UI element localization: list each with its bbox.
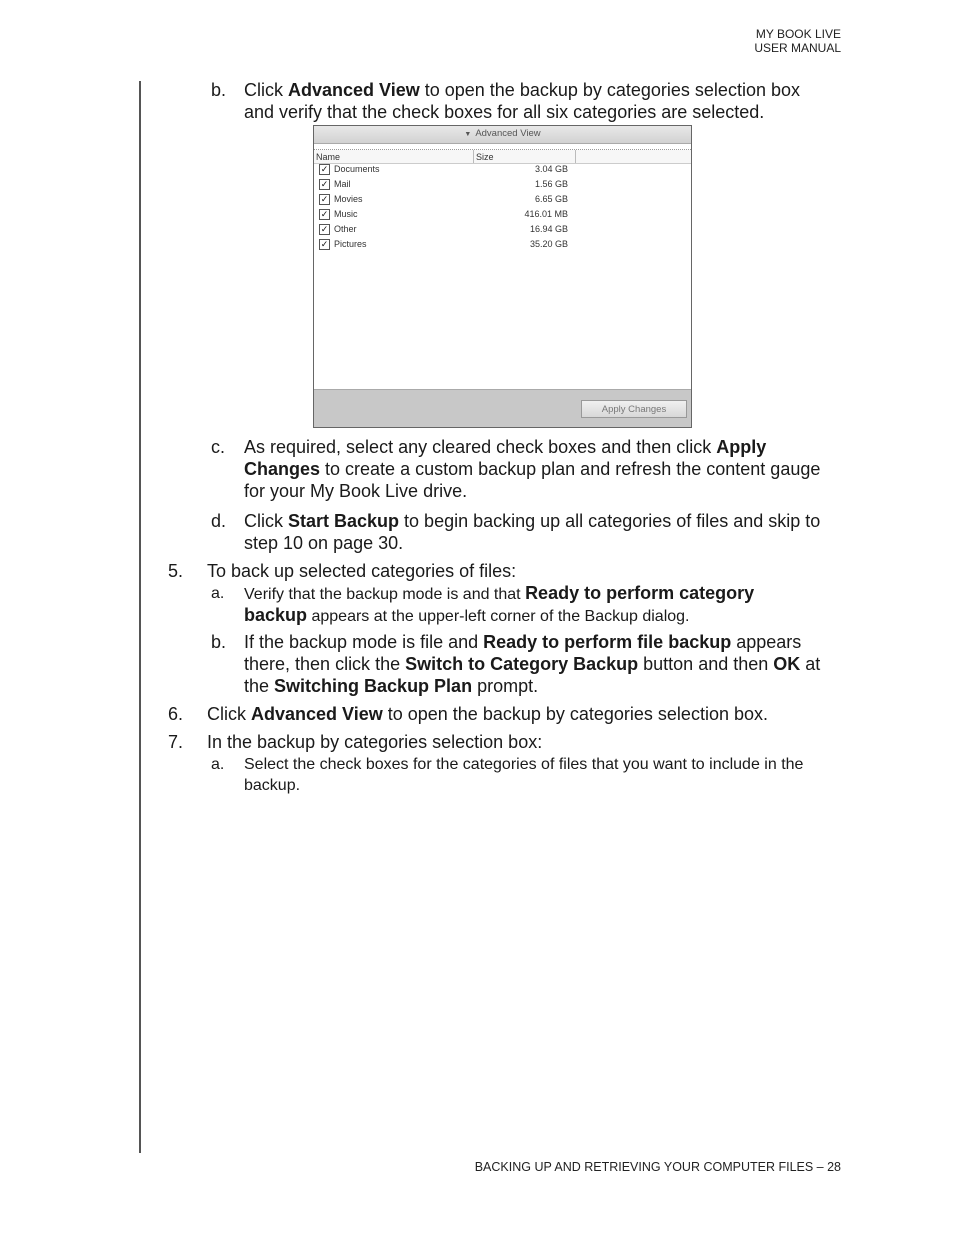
bold-term: Apply [716,437,767,457]
text-run: to begin backing up all categories of files and skip to [399,511,821,531]
column-separator [473,150,474,163]
row-name: Mail [334,179,351,189]
text-run: the [244,676,275,696]
row-size: 35.20 GB [529,239,568,249]
text-run: If the backup mode is file and [244,632,484,652]
bold-term: Changes [244,459,321,479]
checkbox-mail[interactable]: ✓ [320,179,329,189]
advanced-view-dialog [313,125,692,428]
text-run: To back up selected categories of files: [207,561,517,581]
bold-term: Ready to perform file backup [483,632,732,652]
dialog-title: Advanced View [475,128,541,139]
column-header-row [314,150,691,164]
checkbox-documents[interactable]: ✓ [320,164,329,174]
text-run: for your My Book Live drive. [244,481,468,501]
list-item [314,193,691,208]
list-item [314,238,691,253]
bold-term: Advanced View [251,704,383,724]
text-run: to open the backup by categories selection box [419,80,800,100]
text-run: prompt. [472,676,539,696]
text-run: to open the backup by categories selection box. [382,704,768,724]
text-run: button and then [638,654,774,674]
margin-rule [139,81,141,1153]
checkbox-other[interactable]: ✓ [320,224,329,234]
row-size: 16.94 GB [529,224,568,234]
step-marker: a. [211,585,225,602]
header-line-2: USER MANUAL [754,40,841,55]
row-name: Music [334,209,358,219]
dialog-button-bar [314,389,691,427]
row-name: Movies [334,194,363,204]
step-marker: 6. [168,704,184,724]
text-run: Click [244,511,288,531]
header-line-1: MY BOOK LIVE [755,27,841,41]
text-run: Verify that the backup mode is and that [244,586,526,603]
text-run: and verify that the check boxes for all six categories are selected. [244,102,765,122]
step-marker: c. [211,437,226,457]
list-item [314,178,691,193]
text-run: there, then click the [244,654,406,674]
running-header [754,28,841,55]
row-size: 3.04 GB [534,164,568,174]
text-run: appears at the upper-left corner of the Backup dialog. [307,608,690,625]
text-run: Click [244,80,288,100]
step-marker: a. [211,756,225,773]
text-run: at [800,654,821,674]
text-run: Select the check boxes for the categories of files that you want to include in the [244,756,804,773]
text-run: backup. [244,777,301,794]
step-marker: b. [211,80,227,100]
bold-term: Start Backup [288,511,400,531]
dialog-titlebar[interactable] [314,126,691,144]
step-marker: 7. [168,732,184,752]
checkbox-pictures[interactable]: ✓ [320,239,329,249]
checkbox-movies[interactable]: ✓ [320,194,329,204]
bold-term: backup [244,605,308,625]
bold-term: Ready to perform category [525,583,755,603]
step-marker: d. [211,511,227,531]
bold-term: OK [773,654,801,674]
triangle-down-icon: ▼ [464,131,472,138]
list-item [314,223,691,238]
text-run: In the backup by categories selection box: [207,732,543,752]
row-name: Pictures [334,239,367,249]
text-run: to create a custom backup plan and refresh the content gauge [320,459,821,479]
apply-changes-button[interactable]: Apply Changes [581,400,687,418]
step-marker: 5. [168,561,184,581]
checkbox-music[interactable]: ✓ [320,209,329,219]
column-header-size[interactable]: Size [476,152,494,162]
row-name: Documents [334,164,380,174]
step-marker: b. [211,632,227,652]
column-separator [575,150,576,163]
row-size: 416.01 MB [524,209,568,219]
row-name: Other [334,224,357,234]
list-item [314,163,691,178]
bold-term: Switch to Category Backup [405,654,639,674]
column-header-name[interactable]: Name [316,152,341,162]
row-size: 1.56 GB [534,179,568,189]
text-run: appears [731,632,802,652]
running-footer: BACKING UP AND RETRIEVING YOUR COMPUTER FILES – 28 [474,1160,841,1174]
bold-term: Switching Backup Plan [274,676,473,696]
text-run: Click [207,704,251,724]
row-size: 6.65 GB [534,194,568,204]
text-run: As required, select any cleared check boxes and then click [244,437,717,457]
bold-term: Advanced View [288,80,420,100]
list-item [314,208,691,223]
text-run: step 10 on page 30. [244,533,404,553]
